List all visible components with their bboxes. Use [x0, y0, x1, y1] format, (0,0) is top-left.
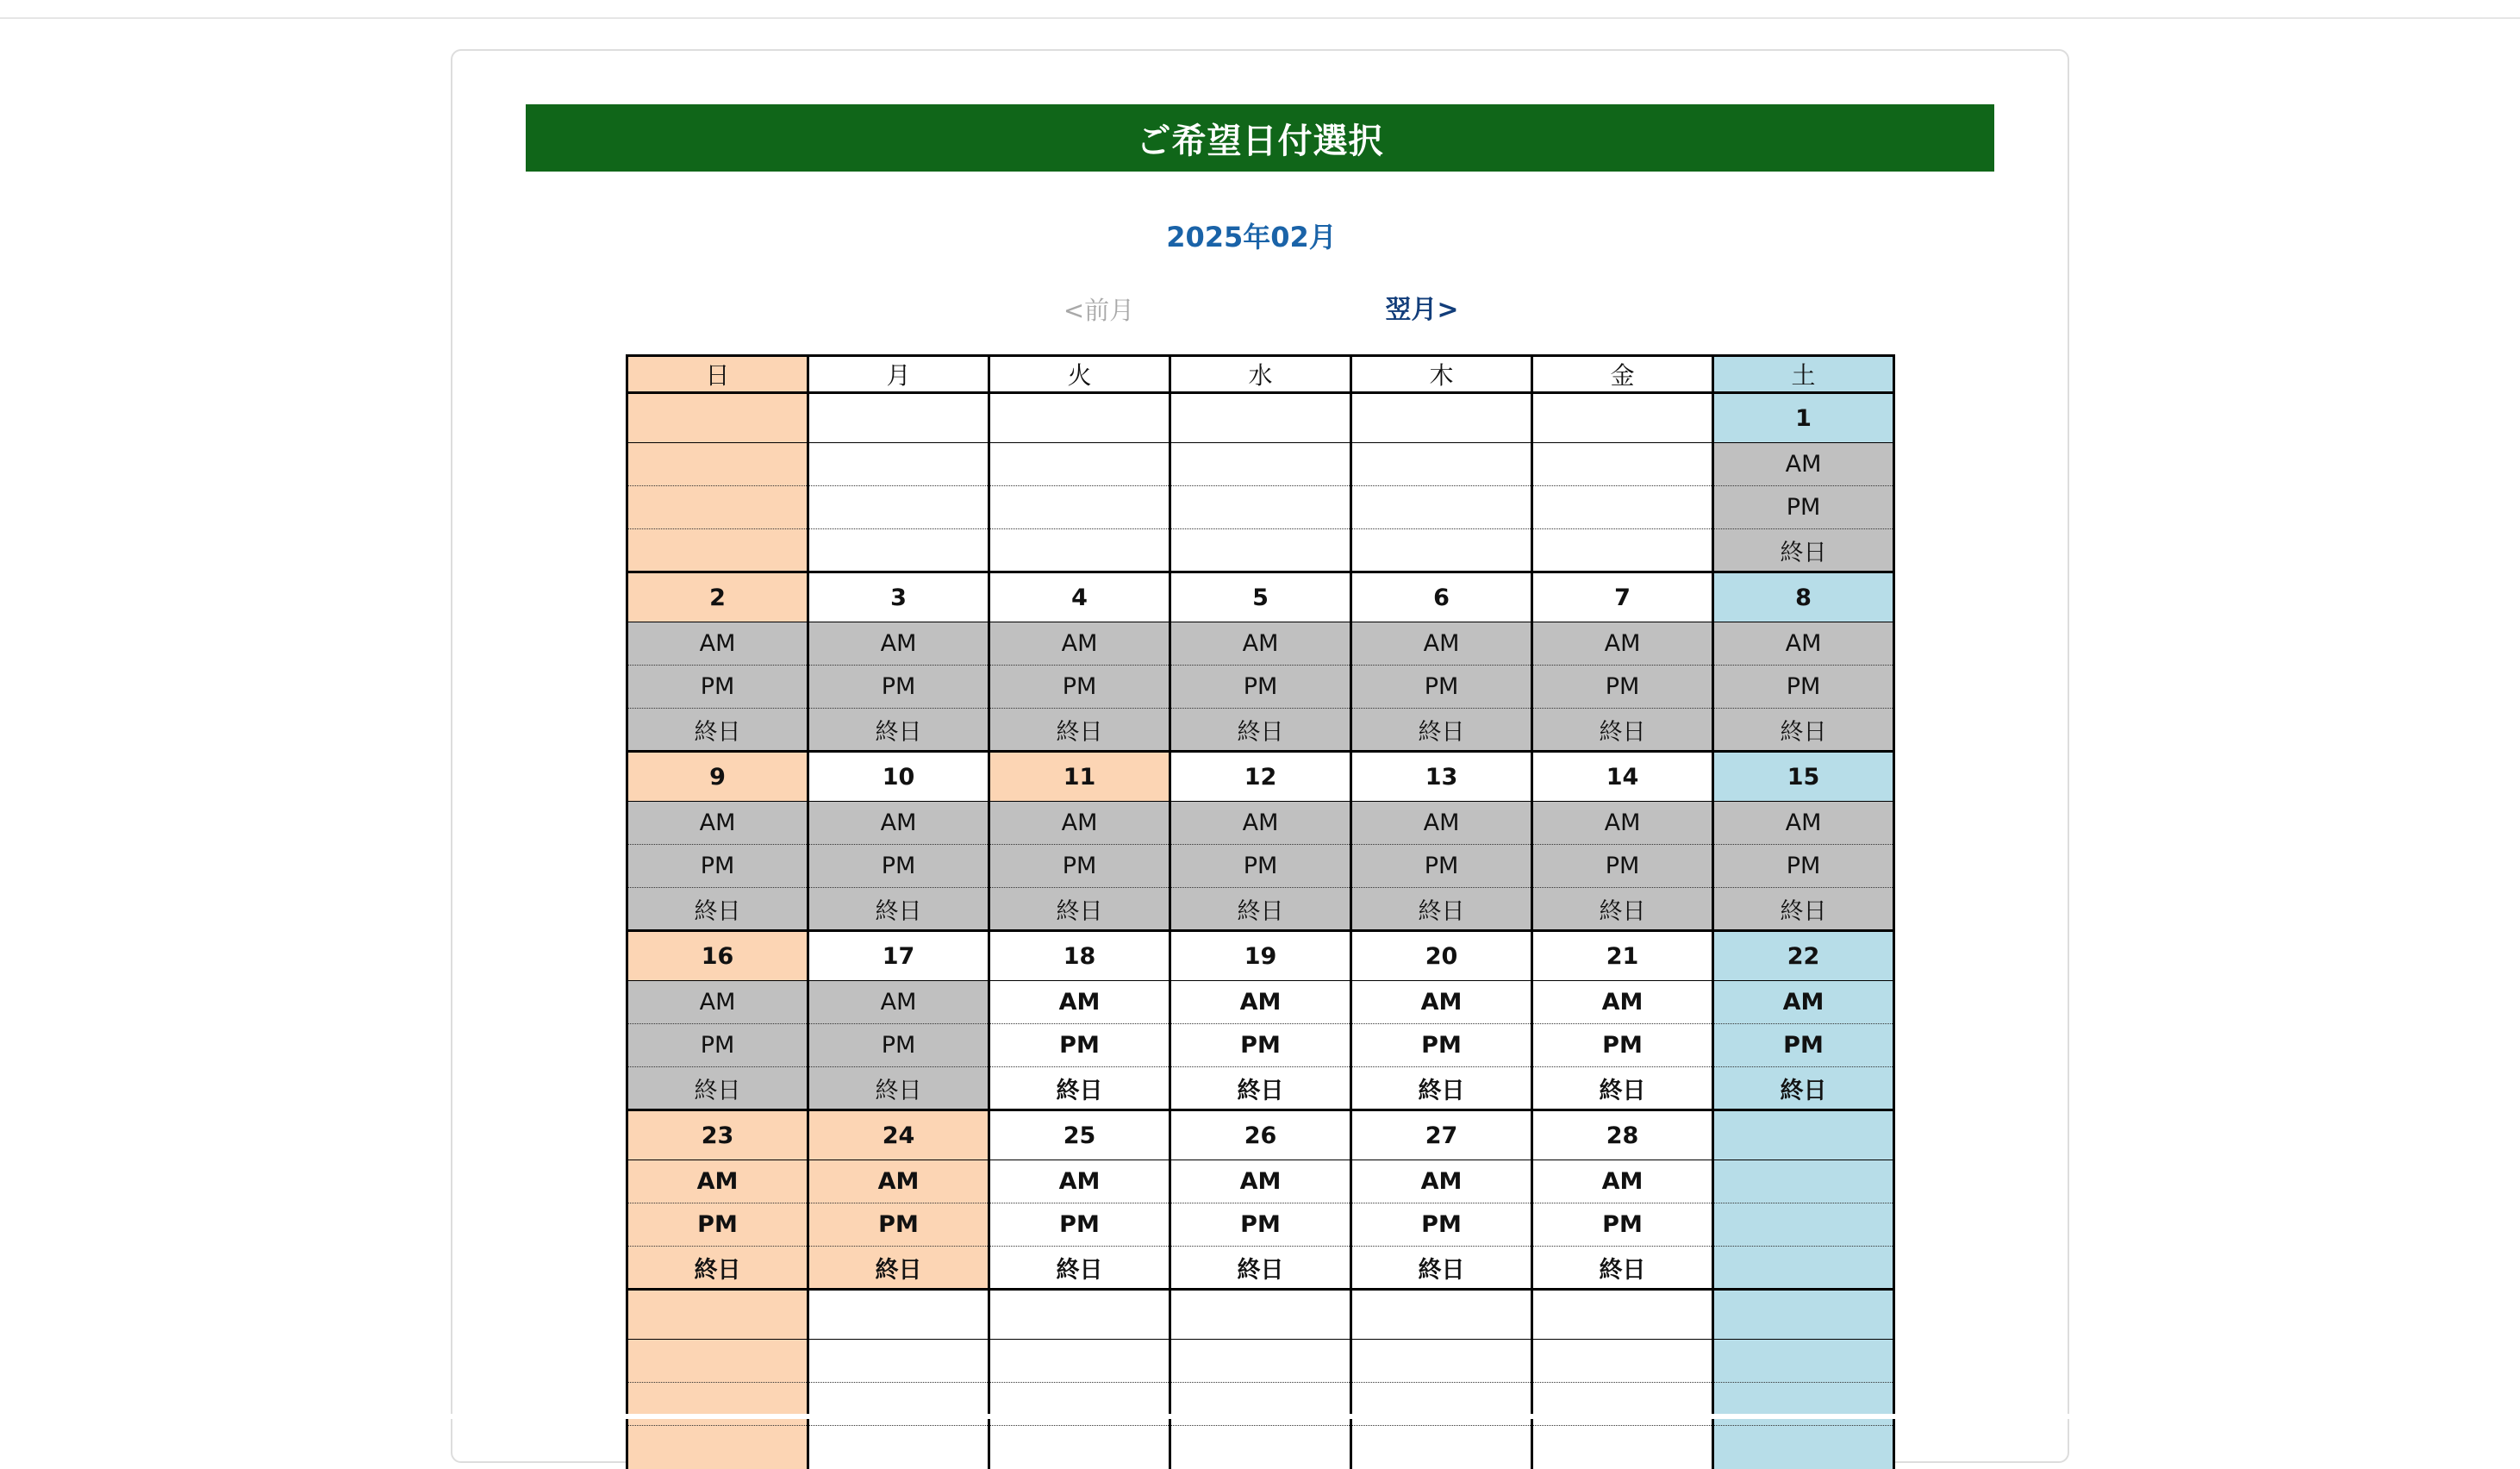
date-cell: 12: [1170, 752, 1351, 802]
slot-cell-unavailable: AM: [1713, 802, 1894, 845]
slot-cell-unavailable: AM: [808, 622, 989, 666]
slot-cell-unavailable: 終日: [1713, 888, 1894, 931]
date-cell: [1351, 393, 1532, 443]
date-cell: [627, 1290, 808, 1340]
date-cell: 8: [1713, 572, 1894, 622]
slot-cell-available[interactable]: 終日: [1351, 1067, 1532, 1110]
slot-cell-empty: [1713, 1340, 1894, 1383]
slot-cell-available[interactable]: 終日: [1532, 1067, 1713, 1110]
slot-cell-available[interactable]: AM: [989, 981, 1170, 1024]
slot-cell-available[interactable]: AM: [1532, 981, 1713, 1024]
slot-cell-unavailable: PM: [1170, 666, 1351, 709]
slot-cell-available[interactable]: 終日: [989, 1067, 1170, 1110]
top-divider: [0, 17, 2520, 19]
slot-cell-unavailable: 終日: [1170, 709, 1351, 752]
slot-cell-unavailable: 終日: [627, 888, 808, 931]
weekday-header-sun: 日: [627, 356, 808, 393]
date-cell: [1170, 1290, 1351, 1340]
slot-cell-available[interactable]: AM: [627, 1160, 808, 1203]
slot-cell-unavailable: PM: [808, 1024, 989, 1067]
weekday-header-tue: 火: [989, 356, 1170, 393]
slot-cell-unavailable: 終日: [627, 709, 808, 752]
slot-cell-unavailable: AM: [808, 981, 989, 1024]
slot-cell-empty: [808, 1383, 989, 1426]
date-cell: [1713, 1110, 1894, 1160]
slot-cell-empty: [1713, 1160, 1894, 1203]
weekday-header-fri: 金: [1532, 356, 1713, 393]
slot-cell-unavailable: 終日: [808, 888, 989, 931]
slot-cell-available[interactable]: PM: [1170, 1203, 1351, 1247]
slot-cell-unavailable: PM: [1713, 486, 1894, 529]
slot-cell-empty: [1170, 1340, 1351, 1383]
slot-cell-available[interactable]: PM: [989, 1203, 1170, 1247]
date-cell: 19: [1170, 931, 1351, 981]
date-cell: 1: [1713, 393, 1894, 443]
date-cell: 9: [627, 752, 808, 802]
slot-cell-unavailable: AM: [627, 802, 808, 845]
weekday-header-wed: 水: [1170, 356, 1351, 393]
slot-cell-unavailable: PM: [627, 845, 808, 888]
slot-cell-empty: [627, 1340, 808, 1383]
date-cell: 25: [989, 1110, 1170, 1160]
slot-cell-available[interactable]: 終日: [808, 1247, 989, 1290]
slot-cell-empty: [1351, 1426, 1532, 1469]
slot-cell-empty: [1532, 443, 1713, 486]
slot-cell-available[interactable]: PM: [989, 1024, 1170, 1067]
slot-row: [627, 1160, 1894, 1203]
slot-cell-available[interactable]: PM: [1351, 1024, 1532, 1067]
slot-cell-empty: [1351, 1383, 1532, 1426]
slot-cell-available[interactable]: PM: [1532, 1203, 1713, 1247]
slot-cell-unavailable: PM: [1351, 666, 1532, 709]
slot-cell-unavailable: PM: [627, 1024, 808, 1067]
slot-cell-empty: [808, 443, 989, 486]
slot-row: [627, 622, 1894, 666]
slot-cell-empty: [1713, 1247, 1894, 1290]
slot-cell-empty: [1532, 1340, 1713, 1383]
slot-cell-available[interactable]: PM: [808, 1203, 989, 1247]
slot-cell-unavailable: AM: [1713, 622, 1894, 666]
slot-row: [627, 1247, 1894, 1290]
slot-cell-available[interactable]: 終日: [1532, 1247, 1713, 1290]
slot-cell-unavailable: AM: [627, 981, 808, 1024]
slot-cell-unavailable: 終日: [627, 1067, 808, 1110]
date-cell: [808, 393, 989, 443]
date-cell: 10: [808, 752, 989, 802]
week-date-row: [627, 1110, 1894, 1160]
slot-cell-unavailable: PM: [989, 666, 1170, 709]
slot-cell-unavailable: 終日: [989, 888, 1170, 931]
slot-cell-empty: [1170, 486, 1351, 529]
viewport-edge: [0, 1414, 2520, 1419]
page-title: ご希望日付選択: [526, 104, 1994, 172]
slot-cell-available[interactable]: AM: [1351, 981, 1532, 1024]
slot-cell-empty: [1713, 1426, 1894, 1469]
prev-month-link[interactable]: <前月: [1063, 296, 1135, 325]
date-cell: 15: [1713, 752, 1894, 802]
date-cell: [1532, 1290, 1713, 1340]
slot-cell-unavailable: 終日: [1713, 709, 1894, 752]
slot-cell-unavailable: PM: [808, 666, 989, 709]
slot-cell-empty: [989, 443, 1170, 486]
slot-cell-empty: [1532, 1383, 1713, 1426]
slot-cell-empty: [1351, 1340, 1532, 1383]
slot-row: [627, 709, 1894, 752]
week-date-row: [627, 572, 1894, 622]
slot-cell-unavailable: PM: [808, 845, 989, 888]
slot-cell-unavailable: PM: [627, 666, 808, 709]
slot-cell-empty: [989, 486, 1170, 529]
slot-cell-unavailable: 終日: [989, 709, 1170, 752]
slot-cell-empty: [1532, 1426, 1713, 1469]
slot-row: [627, 802, 1894, 845]
date-cell: 21: [1532, 931, 1713, 981]
slot-cell-available[interactable]: PM: [1351, 1203, 1532, 1247]
slot-cell-available[interactable]: PM: [1532, 1024, 1713, 1067]
slot-cell-available[interactable]: AM: [1532, 1160, 1713, 1203]
slot-cell-available[interactable]: PM: [1713, 1024, 1894, 1067]
slot-row: [627, 1024, 1894, 1067]
slot-cell-unavailable: 終日: [808, 709, 989, 752]
weekday-header-thu: 木: [1351, 356, 1532, 393]
slot-cell-unavailable: PM: [1713, 845, 1894, 888]
slot-cell-empty: [989, 1383, 1170, 1426]
next-month-link[interactable]: 翌月>: [1385, 295, 1459, 325]
slot-row: [627, 1383, 1894, 1426]
slot-cell-empty: [989, 1426, 1170, 1469]
slot-cell-empty: [808, 486, 989, 529]
slot-cell-available[interactable]: 終日: [989, 1247, 1170, 1290]
slot-cell-empty: [1170, 443, 1351, 486]
slot-cell-empty: [1351, 443, 1532, 486]
slot-cell-empty: [627, 486, 808, 529]
date-cell: [1532, 393, 1713, 443]
date-cell: [989, 1290, 1170, 1340]
slot-row: [627, 529, 1894, 572]
slot-cell-unavailable: AM: [1170, 622, 1351, 666]
slot-row: [627, 981, 1894, 1024]
slot-cell-unavailable: PM: [1713, 666, 1894, 709]
date-cell: 18: [989, 931, 1170, 981]
slot-cell-empty: [1713, 1383, 1894, 1426]
slot-cell-unavailable: AM: [1351, 622, 1532, 666]
date-cell: 22: [1713, 931, 1894, 981]
date-cell: 16: [627, 931, 808, 981]
slot-cell-empty: [808, 1340, 989, 1383]
date-cell: 13: [1351, 752, 1532, 802]
slot-cell-available[interactable]: AM: [1351, 1160, 1532, 1203]
slot-cell-unavailable: 終日: [1713, 529, 1894, 572]
slot-cell-empty: [1532, 529, 1713, 572]
slot-row: [627, 1340, 1894, 1383]
date-cell: 26: [1170, 1110, 1351, 1160]
date-cell: 2: [627, 572, 808, 622]
date-cell: 17: [808, 931, 989, 981]
slot-row: [627, 666, 1894, 709]
slot-cell-unavailable: AM: [1713, 443, 1894, 486]
slot-cell-empty: [627, 1426, 808, 1469]
calendar-body: [627, 356, 1894, 1469]
slot-cell-available[interactable]: PM: [627, 1203, 808, 1247]
slot-cell-unavailable: PM: [1351, 845, 1532, 888]
date-cell: [1351, 1290, 1532, 1340]
slot-row: [627, 1426, 1894, 1469]
date-cell: 3: [808, 572, 989, 622]
slot-cell-unavailable: 終日: [1532, 888, 1713, 931]
date-cell: [1713, 1290, 1894, 1340]
week-date-row: [627, 752, 1894, 802]
date-cell: 6: [1351, 572, 1532, 622]
slot-cell-empty: [1170, 1426, 1351, 1469]
slot-cell-unavailable: AM: [1351, 802, 1532, 845]
slot-cell-unavailable: PM: [989, 845, 1170, 888]
date-cell: 27: [1351, 1110, 1532, 1160]
date-cell: 14: [1532, 752, 1713, 802]
date-cell: 7: [1532, 572, 1713, 622]
week-date-row: [627, 931, 1894, 981]
slot-cell-unavailable: AM: [627, 622, 808, 666]
slot-cell-empty: [989, 529, 1170, 572]
date-cell: 24: [808, 1110, 989, 1160]
slot-cell-unavailable: 終日: [1351, 888, 1532, 931]
slot-cell-available[interactable]: AM: [808, 1160, 989, 1203]
slot-cell-unavailable: 終日: [808, 1067, 989, 1110]
slot-cell-available[interactable]: 終日: [1170, 1067, 1351, 1110]
slot-row: [627, 1067, 1894, 1110]
date-cell: [989, 393, 1170, 443]
calendar-table: [626, 354, 1895, 1469]
slot-row: [627, 443, 1894, 486]
slot-cell-empty: [1170, 1383, 1351, 1426]
slot-cell-empty: [1351, 486, 1532, 529]
slot-cell-unavailable: 終日: [1170, 888, 1351, 931]
slot-cell-empty: [1351, 529, 1532, 572]
slot-cell-unavailable: AM: [989, 622, 1170, 666]
week-date-row: [627, 1290, 1894, 1340]
slot-cell-available[interactable]: 終日: [1713, 1067, 1894, 1110]
slot-cell-available[interactable]: AM: [1170, 1160, 1351, 1203]
date-cell: [808, 1290, 989, 1340]
slot-cell-unavailable: PM: [1532, 666, 1713, 709]
slot-cell-unavailable: PM: [1170, 845, 1351, 888]
slot-cell-available[interactable]: AM: [1170, 981, 1351, 1024]
date-cell: [627, 393, 808, 443]
slot-row: [627, 486, 1894, 529]
slot-cell-empty: [1713, 1203, 1894, 1247]
date-cell: 28: [1532, 1110, 1713, 1160]
slot-cell-unavailable: AM: [1170, 802, 1351, 845]
slot-cell-available[interactable]: 終日: [1351, 1247, 1532, 1290]
date-cell: 5: [1170, 572, 1351, 622]
slot-cell-empty: [808, 1426, 989, 1469]
slot-cell-unavailable: 終日: [1532, 709, 1713, 752]
slot-cell-unavailable: AM: [1532, 622, 1713, 666]
slot-cell-available[interactable]: PM: [1170, 1024, 1351, 1067]
weekday-header-sat: 土: [1713, 356, 1894, 393]
slot-cell-empty: [989, 1340, 1170, 1383]
slot-row: [627, 845, 1894, 888]
date-cell: 20: [1351, 931, 1532, 981]
slot-cell-unavailable: AM: [989, 802, 1170, 845]
slot-cell-available[interactable]: AM: [989, 1160, 1170, 1203]
slot-row: [627, 888, 1894, 931]
month-title: 2025年02月: [1166, 221, 1337, 253]
weekday-header-mon: 月: [808, 356, 989, 393]
date-cell: 11: [989, 752, 1170, 802]
slot-cell-empty: [627, 529, 808, 572]
date-cell: 23: [627, 1110, 808, 1160]
date-cell: [1170, 393, 1351, 443]
slot-cell-empty: [1170, 529, 1351, 572]
weekday-header-row: [627, 356, 1894, 393]
date-cell: 4: [989, 572, 1170, 622]
slot-cell-unavailable: 終日: [1351, 709, 1532, 752]
slot-cell-empty: [627, 443, 808, 486]
slot-cell-empty: [808, 529, 989, 572]
slot-cell-unavailable: PM: [1532, 845, 1713, 888]
slot-cell-available[interactable]: AM: [1713, 981, 1894, 1024]
slot-cell-empty: [1532, 486, 1713, 529]
slot-cell-empty: [627, 1383, 808, 1426]
slot-cell-unavailable: AM: [808, 802, 989, 845]
slot-cell-available[interactable]: 終日: [627, 1247, 808, 1290]
slot-cell-unavailable: AM: [1532, 802, 1713, 845]
slot-row: [627, 1203, 1894, 1247]
slot-cell-available[interactable]: 終日: [1170, 1247, 1351, 1290]
week-date-row: [627, 393, 1894, 443]
